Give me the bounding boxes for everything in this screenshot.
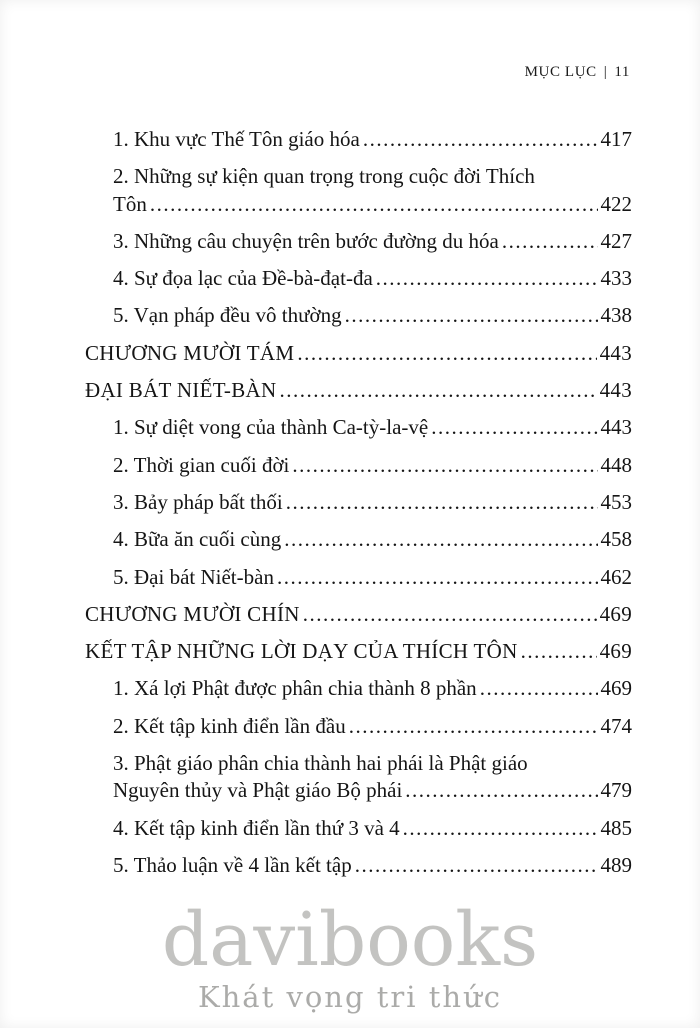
leader-dots: [502, 228, 598, 255]
toc-entry-page: 474: [600, 713, 632, 738]
toc-entry-text: 2. Thời gian cuối đời: [113, 452, 290, 477]
leader-dots: [376, 265, 598, 292]
toc-entry-page: 469: [600, 676, 632, 701]
toc-item-entry: [85, 526, 632, 553]
toc-entry-line: [113, 191, 632, 218]
leader-dots: [286, 489, 598, 516]
toc-item-entry: [85, 228, 632, 255]
toc-entry-text: 2. Những sự kiện quan trọng trong cuộc đời Thích: [113, 164, 535, 189]
toc-entry-text: 5. Thảo luận về 4 lần kết tập: [113, 852, 352, 877]
header-page-number: 11: [614, 64, 630, 80]
toc-entry-line: [113, 414, 632, 441]
toc-entry-line: [113, 564, 632, 591]
toc-entry-text: 4. Sự đọa lạc của Đề-bà-đạt-đa: [113, 266, 373, 291]
toc-entry-page: 443: [599, 340, 632, 365]
toc-entry-text: 1. Sự diệt vong của thành Ca-tỳ-la-vệ: [113, 415, 429, 440]
toc-entry-line: [85, 377, 632, 404]
leader-dots: [150, 191, 598, 218]
toc-entry-text: CHƯƠNG MƯỜI CHÍN: [85, 601, 300, 626]
toc-entry-page: 443: [600, 415, 632, 440]
leader-dots: [303, 601, 597, 628]
toc-entry-line: [113, 815, 632, 842]
leader-dots: [277, 564, 598, 591]
toc-entry-line: [85, 340, 632, 367]
toc-item-entry: [85, 564, 632, 591]
toc-entry-line: [113, 163, 632, 190]
toc-item-entry: [85, 126, 632, 153]
toc-item-entry: [85, 489, 632, 516]
toc-entry-text: Nguyên thủy và Phật giáo Bộ phái: [113, 778, 403, 803]
toc-chapter-entry: [85, 340, 632, 367]
toc-entry-page: 453: [600, 489, 632, 514]
toc-entry-line: [113, 265, 632, 292]
toc-item-entry: [85, 302, 632, 329]
toc-entry-line: [113, 452, 632, 479]
toc-chapter-entry: [85, 638, 632, 665]
toc-item-entry: [85, 750, 632, 805]
toc-entry-page: 427: [600, 228, 632, 253]
watermark: [0, 897, 700, 1014]
watermark-slogan: Khát vọng tri thức: [197, 980, 503, 1014]
toc-item-entry: [85, 852, 632, 879]
leader-dots: [355, 852, 598, 879]
toc-item-entry: [85, 713, 632, 740]
toc-entry-text: ĐẠI BÁT NIẾT-BÀN: [85, 378, 277, 403]
toc-entry-text: 2. Kết tập kinh điển lần đầu: [113, 713, 346, 738]
toc-entry-line: [85, 638, 632, 665]
toc-entry-page: 448: [600, 452, 632, 477]
toc-entry-page: 417: [600, 127, 632, 151]
toc-item-entry: [85, 163, 632, 218]
toc-entry-line: [113, 675, 632, 702]
toc-item-entry: [85, 815, 632, 842]
toc-entry-text: 3. Bảy pháp bất thối: [113, 489, 283, 514]
header-section-title: MỤC LỤC: [524, 64, 597, 80]
toc-entry-text: 5. Vạn pháp đều vô thường: [113, 303, 342, 328]
toc-entry-page: 422: [600, 191, 632, 216]
toc-chapter-entry: [85, 377, 632, 404]
toc-entry-line: [113, 852, 632, 879]
toc-entry-line: [113, 126, 632, 153]
toc-item-entry: [85, 675, 632, 702]
toc-entry-page: 489: [600, 852, 632, 877]
toc-entry-text: 1. Khu vực Thế Tôn giáo hóa: [113, 127, 360, 151]
toc-entry-text: 3. Phật giáo phân chia thành hai phái là Phật giáo: [113, 751, 528, 776]
toc-entry-text: 3. Những câu chuyện trên bước đường du hóa: [113, 228, 499, 253]
toc-entry-line: [113, 526, 632, 553]
toc-entry-page: 479: [600, 778, 632, 803]
leader-dots: [284, 526, 597, 553]
page-header: [525, 64, 630, 81]
leader-dots: [405, 777, 597, 804]
toc-entry-page: 485: [600, 815, 632, 840]
toc-entry-page: 458: [600, 527, 632, 552]
leader-dots: [521, 638, 597, 665]
toc-entry-page: 438: [600, 303, 632, 328]
toc-entry-line: [113, 489, 632, 516]
toc-entry-line: [113, 713, 632, 740]
leader-dots: [363, 126, 598, 153]
toc-entry-line: [113, 777, 632, 804]
leader-dots: [279, 377, 596, 404]
toc-entry-line: [113, 302, 632, 329]
toc-entry-page: 469: [599, 601, 632, 626]
toc-item-entry: [85, 414, 632, 441]
toc-entry-line: [113, 750, 632, 777]
toc-entry-text: KẾT TẬP NHỮNG LỜI DẠY CỦA THÍCH TÔN: [85, 639, 518, 664]
toc-entry-page: 433: [600, 266, 632, 291]
watermark-brand: davibooks: [161, 897, 539, 984]
toc-chapter-entry: [85, 601, 632, 628]
leader-dots: [297, 340, 596, 367]
toc-entry-text: 4. Kết tập kinh điển lần thứ 3 và 4: [113, 815, 400, 840]
header-separator: |: [603, 64, 608, 80]
toc-entry-line: [113, 228, 632, 255]
toc-entry-text: Tôn: [113, 191, 147, 216]
leader-dots: [480, 675, 598, 702]
toc-entry-page: 462: [600, 564, 632, 589]
leader-dots: [431, 414, 597, 441]
toc-entry-text: 1. Xá lợi Phật được phân chia thành 8 phần: [113, 676, 477, 701]
toc-item-entry: [85, 452, 632, 479]
toc-entry-line: [85, 601, 632, 628]
toc-list: [85, 126, 632, 889]
toc-entry-page: 443: [599, 378, 632, 403]
leader-dots: [292, 452, 597, 479]
leader-dots: [403, 815, 598, 842]
toc-entry-text: 5. Đại bát Niết-bàn: [113, 564, 274, 589]
toc-entry-page: 469: [599, 639, 632, 664]
leader-dots: [349, 713, 598, 740]
toc-entry-text: 4. Bữa ăn cuối cùng: [113, 527, 282, 552]
toc-entry-text: CHƯƠNG MƯỜI TÁM: [85, 340, 295, 365]
leader-dots: [345, 302, 598, 329]
toc-item-entry: [85, 265, 632, 292]
